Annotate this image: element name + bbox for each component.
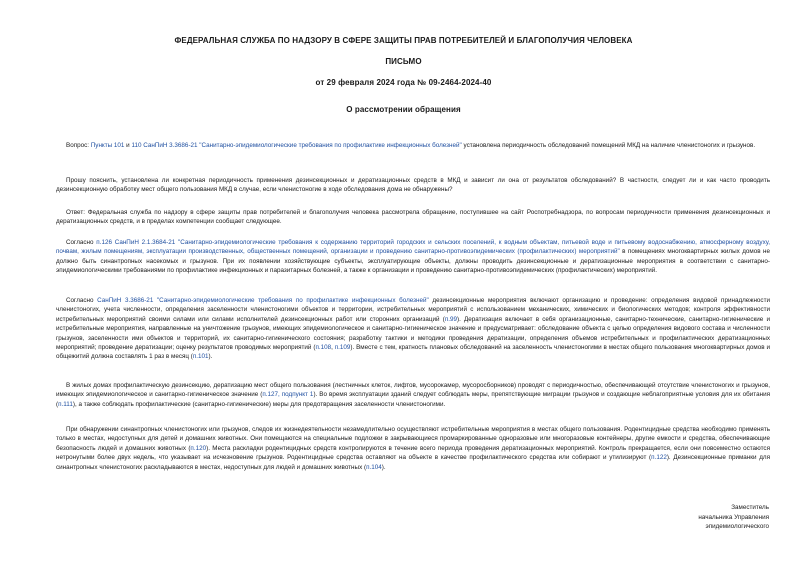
question-paragraph [56,141,770,150]
residential-buildings-paragraph [56,381,770,409]
text-run: ). Дезинсекционные приманки для синантропных членистоногих раскладываются в местах, недоступных для людей и домашних животных ( [56,454,770,471]
link-item-122[interactable]: п.122 [651,454,667,462]
signature-block [698,503,769,532]
text-run: ). Вместе с тем, кратность плановых обследований на заселенность членистоногими в местах общего пользования многоквартирных домов и общежитий должна составлять 1 раз в месяц ( [56,344,771,361]
link-item-104[interactable]: п.104 [366,463,382,471]
document-subject: О рассмотрении обращения [346,105,461,114]
link-sanpin-2-1-3684-21-item-126[interactable]: п.126 СанПиН 2.1.3684-21 "Санитарно-эпидемиологические требования к содержанию территорий городских и сельских поселений, к водным объектам, питьевой воде и питьевому водоснабжению, атмосферному воздуху, почвам, жилым помещениям, эксплуатации производственных, общественных помещений, организации и проведению санитарно-противоэпидемических (профилактических) мероприятий" [56,239,770,256]
text-run: ). [208,353,213,361]
link-item-108[interactable]: п.108 [315,344,332,352]
text-run: Ответ: Федеральная служба по надзору в сфере защиты прав потребителей и благополучия человека рассмотрела обращение, поступившее на сайт Роспотребнадзора, по вопросам периодичности применения дезинсекционных и дератизационных средств, и в пределах компетенции сообщает следующее. [56,209,770,226]
link-item-101-b[interactable]: п.101 [192,353,209,361]
text-run: дезинсекционные мероприятия включают организацию и проведение: определения видовой принадлежности членистоногих, учета численности, определения заселенности членистоногими объектов и территории, истребительных мероприятий с использованием механических, химических и биологических методов; контроля эффективности истребительных мероприятий своими силами или силами исполнителей дезинсекционных работ или сторонних организаций ( [56,297,770,323]
text-run: установлена периодичность обследований помещений МКД на наличие членистоногих и грызунов. [461,142,756,149]
text-run: и [124,142,132,149]
link-item-127-subitem-1[interactable]: п.127, подпункт 1 [262,391,314,399]
link-item-109[interactable]: п.109 [334,344,351,352]
text-run: в помещениях многоквартирных жилых домов не должно быть синантропных насекомых и грызунов. При их появлении хозяйствующие субъекты, эксплуатирующие объекты, должны проводить дезинсекционные и дератизационные мероприятия в соответствии с санитарно-эпидемиологическими требованиями по профилактике инфекционных и паразитарных болезней, а также к организации и проведению санитарно-противоэпидемических (профилактических) мероприятий. [56,248,770,275]
text-run: , [331,344,335,352]
text-run: ), а также соблюдать профилактические (санитарно-гигиенические) меры для предотвращения заселенности членистоногими. [72,400,446,408]
agency-title: ФЕДЕРАЛЬНАЯ СЛУЖБА ПО НАДЗОРУ В СФЕРЕ ЗАЩИТЫ ПРАВ ПОТРЕБИТЕЛЕЙ И БЛАГОПОЛУЧИЯ ЧЕЛОВЕКА [174,36,633,45]
sanpin-2-1-3684-21-paragraph [56,238,770,276]
link-sanpin-3-3686-21[interactable]: СанПиН 3.3686-21 "Санитарно-эпидемиологические требования по профилактике инфекционных болезней" [97,297,429,304]
answer-intro-paragraph [56,208,770,227]
text-run: ). [381,463,386,471]
document-type: ПИСЬМО [385,57,422,66]
disinsection-measures-paragraph [56,296,770,362]
text-run: ). Места раскладки родентицидных средств контролируются в течение всего периода проведения дератизационных мероприятий. Контроль прекращается, если они повсеместно остаются нетронутыми более двух недель, что указывает на исчезновение грызунов. Родентицидные средства оставляют на объекте в качестве профилактического средства или собирают и утилизируют ( [56,444,770,462]
text-run: ). Во время эксплуатации зданий следует соблюдать меры, препятствующие миграции грызунов и создающие неблагоприятные условия для их обитания ( [56,391,771,408]
question-details-paragraph [56,176,770,195]
link-item-111[interactable]: п.111 [58,400,73,408]
text-run: Вопрос: [66,142,91,149]
text-run: ). Дератизация включает в себя организационные, санитарно-технические, санитарно-гигиенические и истребительные мероприятия, направленные на уничтожение грызунов, имеющих эпидемиологическое и санитарно-гигиеническое значение и предусматривает: обследование объекта с целью определения видового состава и численности грызунов, заселенности ими объектов и территорий, их санитарно-гигиенического состояния; разработку тактики и методики проведения дератизации, определения объемов истребительных и профилактических дератизационных мероприятий; проведение дератизации; оценку результатов проводимых мероприятий ( [56,315,770,352]
rodenticide-paragraph [56,425,770,472]
signature-line-2: начальника Управления [698,513,769,521]
link-item-101[interactable]: Пункты 101 [90,142,125,149]
link-item-120[interactable]: п.120 [190,444,207,452]
signature-line-3: эпидемиологического [705,523,769,531]
text-run: В жилых домах профилактическую дезинсекцию, дератизацию мест общего пользования (лестничных клеток, лифтов, мусорокамер, мусоросборников) проводят с периодичностью, обеспечивающей отсутствие членистоногих и грызунов, имеющих эпидемиологическое и санитарно-гигиеническое значение ( [56,382,770,399]
text-run: При обнаружении синантропных членистоногих или грызунов, следов их жизнедеятельности незамедлительно осуществляют истребительные мероприятия в местах общего пользования. Родентицидные средства необходимо применять только в местах, недоступных для детей и домашних животных. Они помещаются на специальные подложки в закрывающиеся промаркированные одноразовые или многоразовые контейнеры, другие емкости и средства, обеспечивающие безопасность людей и домашних животных ( [56,426,770,452]
link-sanpin-3-3686-21-item-110[interactable]: 110 СанПиН 3.3686-21 "Санитарно-эпидемиологические требования по профилактике инфекционных болезней" [131,142,462,149]
link-item-99[interactable]: п.99 [444,315,457,323]
document-date-number: от 29 февраля 2024 года № 09-2464-2024-40 [315,78,492,87]
text-run: Согласно [66,239,97,246]
text-run: Согласно [66,297,98,304]
signature-line-1: Заместитель [731,504,769,511]
text-run: Прошу пояснить, установлена ли конкретная периодичность применения дезинсекционных и дератизационных средств в МКД и зависит ли она от результатов обследований? В частности, следует ли и как часто проводить дезинсекционную обработку мест общего пользования МКД в случае, если членистоногие в ходе обследования дома не обнаружены? [56,177,770,194]
